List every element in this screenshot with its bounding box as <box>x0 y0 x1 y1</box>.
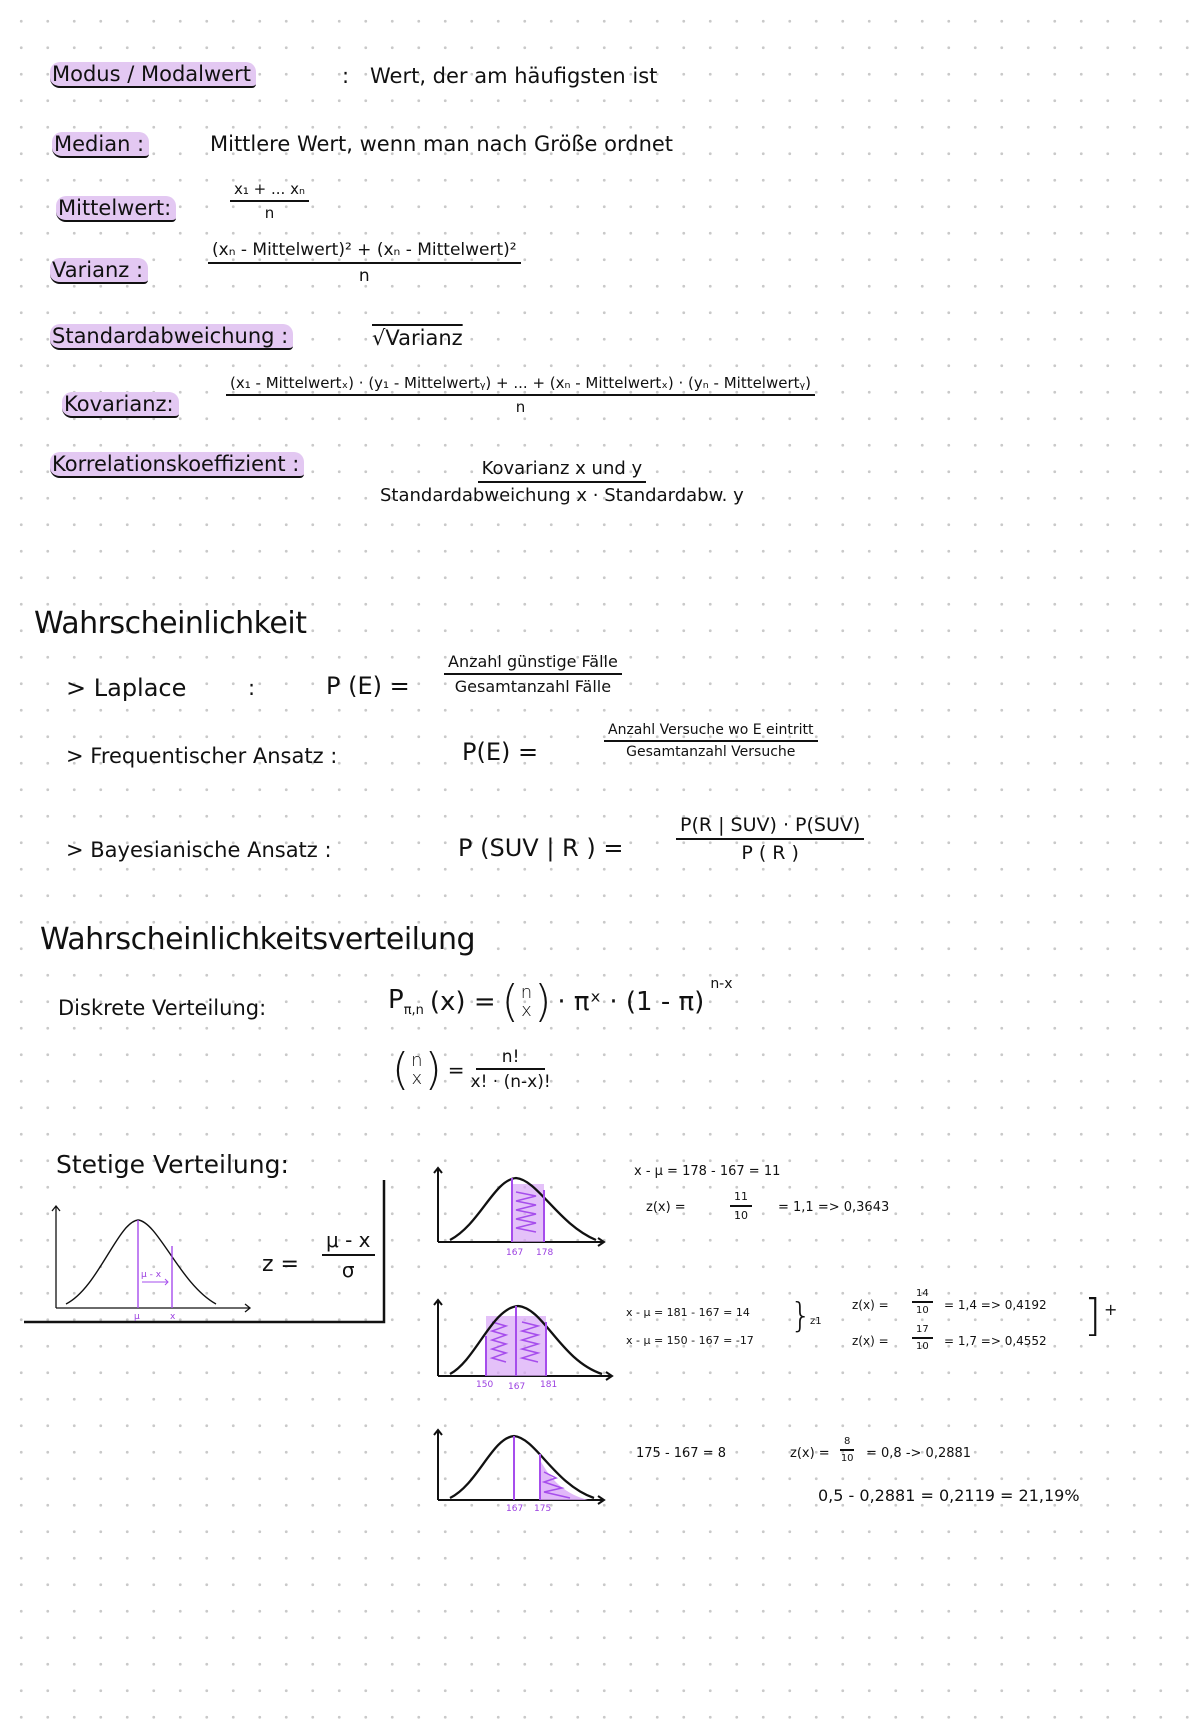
example-1-z-fraction: $\frac{11}{10}$ <box>730 1190 752 1222</box>
varianz-term: Varianz : <box>50 258 148 282</box>
example-3-x-label-x: 175 <box>534 1504 552 1514</box>
laplace-lhs: P (E) = <box>326 672 410 700</box>
bayes-label: > Bayesianische Ansatz : <box>66 838 332 862</box>
modus-separator: : <box>342 64 350 88</box>
example-2-left-line-2: x - μ = 150 - 167 = -17 <box>626 1334 754 1347</box>
continuous-span-label: μ - x <box>141 1270 162 1280</box>
standardabweichung-term: Standardabweichung : <box>50 324 293 348</box>
example-2-right-1-pre: z(x) = <box>852 1298 889 1312</box>
example-1-line-1: x - μ = 178 - 167 = 11 <box>634 1164 781 1179</box>
distribution-heading: Wahrscheinlichkeitsverteilung <box>40 922 476 957</box>
example-2-x-label-mu: 167 <box>508 1382 526 1392</box>
binomial-coefficient-definition: ( n x ) = $\frac{n!}{x! \cdot (n-x)!}$ <box>392 1044 551 1095</box>
laplace-label: > Laplace <box>66 674 187 702</box>
binomial-formula: $P_{\pi,n}$ (x) = ( n x ) · πˣ · (1 - π) $^{n-x}$ <box>388 976 733 1027</box>
example-2-x-label-right: 181 <box>540 1380 558 1390</box>
example-3-z-result: = 0,8 -> 0,2881 <box>866 1446 972 1461</box>
continuous-label: Stetige Verteilung: <box>56 1150 289 1179</box>
z-formula-lhs: z = <box>262 1252 299 1277</box>
example-2-right-1-post: = 1,4 => 0,4192 <box>944 1298 1047 1312</box>
varianz-formula: (xₙ - Mittelwert)² + (xₙ - Mittelwert)² n <box>208 240 521 286</box>
example-2-brace-note: z1 <box>810 1316 822 1327</box>
frequentist-label: > Frequentischer Ansatz : <box>66 744 338 768</box>
example-1-z-prefix: z(x) = <box>646 1200 686 1215</box>
continuous-x-label: x <box>170 1312 176 1322</box>
modus-definition: Wert, der am häufigsten ist <box>370 64 658 88</box>
continuous-mu-label: μ <box>134 1312 140 1322</box>
example-2-right-2-post: = 1,7 => 0,4552 <box>944 1334 1047 1348</box>
example-3-result-line: 0,5 - 0,2881 = 0,2119 = 21,19% <box>818 1486 1080 1505</box>
example-1-x-label-x: 178 <box>536 1248 554 1258</box>
example-2-right-2-pre: z(x) = <box>852 1334 889 1348</box>
standardabweichung-definition: √Varianz <box>372 326 463 350</box>
korrelationskoeffizient-formula: Kovarianz x und y Standardabweichung x · Standardabw. y <box>380 458 744 506</box>
example-1-z-result: = 1,1 => 0,3643 <box>778 1200 890 1215</box>
example-1-x-label-mu: 167 <box>506 1248 524 1258</box>
laplace-separator: : <box>248 676 256 700</box>
mittelwert-term: Mittelwert: <box>56 196 176 220</box>
example-3-z-prefix: z(x) = <box>790 1446 830 1461</box>
normal-curve-example-3 <box>428 1424 618 1514</box>
mittelwert-formula: $\frac{\text{x₁ + ... xₙ}}{n}$ <box>230 180 309 222</box>
median-term: Median : <box>52 132 149 156</box>
example-2-x-label-left: 150 <box>476 1380 494 1390</box>
discrete-label: Diskrete Verteilung: <box>58 996 267 1020</box>
example-3-z-fraction: $\frac{8}{10}$ <box>840 1436 854 1464</box>
example-2-right-2-fraction: $\frac{17}{10}$ <box>912 1324 933 1352</box>
kovarianz-formula: (x₁ - Mittelwertₓ) · (y₁ - Mittelwertᵧ) + ... + (xₙ - Mittelwertₓ) · (yₙ - Mittelwertᵧ) n <box>226 374 815 416</box>
frequentist-lhs: P(E) = <box>462 738 539 766</box>
median-definition: Mittlere Wert, wenn man nach Größe ordnet <box>210 132 674 156</box>
modus-term: Modus / Modalwert <box>50 62 256 86</box>
example-3-x-label-mu: 167 <box>506 1504 524 1514</box>
laplace-fraction: Anzahl günstige Fälle Gesamtanzahl Fälle <box>444 652 622 696</box>
z-formula-fraction: $\frac{\mu - x}{\sigma}$ <box>322 1228 375 1282</box>
kovarianz-term: Kovarianz: <box>62 392 179 416</box>
bayes-fraction: P(R | SUV) · P(SUV) P ( R ) <box>676 814 864 864</box>
example-2-brace: } <box>790 1296 812 1336</box>
korrelationskoeffizient-term: Korrelationskoeffizient : <box>50 452 304 476</box>
normal-curve-continuous <box>40 1200 260 1320</box>
bayes-lhs: P (SUV | R ) = <box>458 834 624 862</box>
frequentist-fraction: Anzahl Versuche wo E eintritt Gesamtanzahl Versuche <box>604 722 818 760</box>
example-2-right-1-fraction: $\frac{14}{10}$ <box>912 1288 933 1316</box>
example-3-line-1: 175 - 167 = 8 <box>636 1446 727 1461</box>
probability-heading: Wahrscheinlichkeit <box>34 606 307 641</box>
example-2-plus: + <box>1104 1300 1118 1319</box>
normal-curve-example-2 <box>428 1294 628 1394</box>
example-2-bracket: ] <box>1084 1290 1102 1341</box>
example-2-left-line-1: x - μ = 181 - 167 = 14 <box>626 1306 750 1319</box>
